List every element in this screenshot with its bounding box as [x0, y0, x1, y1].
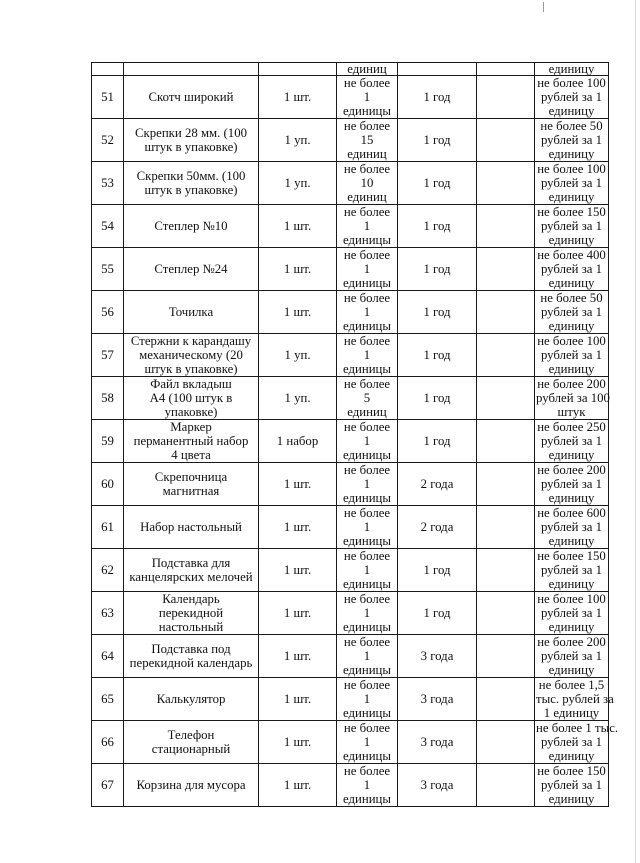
- item-price-line: рублей за 1: [540, 133, 603, 147]
- item-quantity-line: не более: [343, 162, 391, 176]
- item-quantity-line: единицы: [342, 104, 391, 118]
- item-price-line: не более 200: [537, 463, 606, 477]
- item-price-line: рублей за 1: [540, 348, 603, 362]
- item-period: 3 года: [398, 721, 477, 764]
- item-period: 2 года: [398, 506, 477, 549]
- row-number: 51: [92, 76, 124, 119]
- item-unit: 1 набор: [259, 420, 337, 463]
- item-note: [477, 764, 535, 807]
- item-name-line: Степлер №10: [154, 219, 228, 233]
- item-price-line: не более 150: [537, 549, 606, 563]
- item-quantity-line: единицы: [342, 706, 391, 720]
- item-unit: 1 шт.: [259, 463, 337, 506]
- item-quantity: [337, 592, 398, 635]
- item-name-line: 4 цвета: [171, 448, 211, 462]
- item-name: [124, 377, 259, 420]
- item-name-line: Корзина для мусора: [136, 778, 246, 792]
- row-number: 63: [92, 592, 124, 635]
- item-name: [124, 334, 259, 377]
- cont-cell-num: [92, 63, 124, 76]
- cont-cell-name: [124, 63, 259, 76]
- item-name: [124, 592, 259, 635]
- cont-cell-price: единицу: [535, 63, 609, 76]
- item-price-line: не более 1,5: [538, 678, 605, 692]
- table-row: [92, 377, 609, 420]
- table-row: [92, 463, 609, 506]
- item-name-line: настольный: [158, 620, 224, 634]
- table-row: [92, 721, 609, 764]
- item-period: 3 года: [398, 764, 477, 807]
- cont-cell-unit: [259, 63, 337, 76]
- item-name-line: Подставка для: [151, 556, 231, 570]
- item-quantity-line: не более: [343, 764, 391, 778]
- item-price: [535, 764, 609, 807]
- item-quantity-line: не более: [343, 205, 391, 219]
- item-price: [535, 635, 609, 678]
- item-price-line: единицу: [548, 663, 595, 677]
- item-period: 1 год: [398, 76, 477, 119]
- table-body: [92, 62, 619, 807]
- item-quantity-line: не более: [343, 334, 391, 348]
- item-period: 1 год: [398, 334, 477, 377]
- item-price-line: не более 400: [537, 248, 606, 262]
- item-note: [477, 463, 535, 506]
- item-quantity-line: 1: [363, 477, 371, 491]
- item-quantity-line: не более: [343, 721, 391, 735]
- item-note: [477, 334, 535, 377]
- item-quantity-line: 1: [363, 434, 371, 448]
- item-quantity-line: единицы: [342, 749, 391, 763]
- item-price-line: тыс. рублей за: [536, 692, 614, 706]
- item-price-line: единицу: [548, 233, 595, 247]
- item-name-line: магнитная: [162, 484, 220, 498]
- item-quantity-line: единицы: [342, 792, 391, 806]
- item-price: [535, 291, 609, 334]
- item-period: 1 год: [398, 119, 477, 162]
- item-quantity-line: единицы: [342, 577, 391, 591]
- item-price-line: рублей за 1: [540, 262, 603, 276]
- item-price: [535, 549, 609, 592]
- item-quantity-line: единиц: [347, 405, 387, 419]
- item-price-line: не более 50: [540, 119, 603, 133]
- item-unit: 1 уп.: [259, 377, 337, 420]
- item-name-line: Скрепочница: [154, 470, 228, 484]
- item-price-line: рублей за 1: [540, 477, 603, 491]
- item-quantity-line: не более: [343, 119, 391, 133]
- item-price-line: не более 250: [537, 420, 606, 434]
- item-price: [535, 420, 609, 463]
- table-row: [92, 162, 609, 205]
- item-quantity: [337, 248, 398, 291]
- item-quantity-line: единицы: [342, 233, 391, 247]
- item-price: [535, 678, 614, 721]
- item-price: [535, 377, 609, 420]
- item-quantity-line: 1: [363, 219, 371, 233]
- item-note: [477, 76, 535, 119]
- item-quantity-line: не более: [343, 420, 391, 434]
- item-name: [124, 291, 259, 334]
- item-name-line: штук в упаковке): [144, 140, 238, 154]
- item-quantity-line: 5: [363, 391, 371, 405]
- row-number: 65: [92, 678, 124, 721]
- row-number: 64: [92, 635, 124, 678]
- item-quantity-line: 1: [363, 305, 371, 319]
- item-name-line: Файл вкладыш: [150, 377, 232, 391]
- item-quantity-line: единиц: [347, 147, 387, 161]
- item-quantity: [337, 549, 398, 592]
- item-quantity-line: единицы: [342, 534, 391, 548]
- item-note: [477, 248, 535, 291]
- item-quantity: [337, 205, 398, 248]
- table-row: [92, 119, 609, 162]
- item-price-line: единицу: [548, 104, 595, 118]
- item-quantity: [337, 764, 398, 807]
- item-name: [124, 721, 259, 764]
- item-name: [124, 678, 259, 721]
- item-name: [124, 248, 259, 291]
- item-quantity: [337, 506, 398, 549]
- item-quantity-line: 10: [360, 176, 374, 190]
- item-period: 3 года: [398, 678, 477, 721]
- item-price: [535, 162, 609, 205]
- item-price-line: единицу: [548, 448, 595, 462]
- item-unit: 1 уп.: [259, 119, 337, 162]
- item-price-line: единицу: [548, 749, 595, 763]
- continuation-row: [92, 63, 609, 76]
- table-row: [92, 678, 609, 721]
- item-period: 2 года: [398, 463, 477, 506]
- item-unit: 1 шт.: [259, 506, 337, 549]
- row-number: 53: [92, 162, 124, 205]
- item-name: [124, 76, 259, 119]
- table-row: [92, 592, 609, 635]
- item-quantity: [337, 420, 398, 463]
- item-name-line: перекидной календарь: [129, 656, 253, 670]
- row-number: 52: [92, 119, 124, 162]
- cont-cell-period: [398, 63, 477, 76]
- item-period: 1 год: [398, 248, 477, 291]
- item-quantity-line: не более: [343, 248, 391, 262]
- scan-mark: [543, 2, 544, 12]
- item-price-line: единицу: [548, 362, 595, 376]
- item-price: [535, 334, 609, 377]
- item-period: 1 год: [398, 377, 477, 420]
- cont-cell-qty: единиц: [337, 63, 398, 76]
- table-row: [92, 635, 609, 678]
- item-quantity: [337, 635, 398, 678]
- item-price: [535, 76, 609, 119]
- item-price-line: рублей за 1: [540, 434, 603, 448]
- cont-cell-note: [477, 63, 535, 76]
- item-name-line: перекидной: [158, 606, 224, 620]
- item-unit: 1 шт.: [259, 635, 337, 678]
- item-name-line: Маркер: [170, 420, 212, 434]
- item-note: [477, 205, 535, 248]
- item-quantity-line: не более: [343, 377, 391, 391]
- item-price-line: штук: [557, 405, 586, 419]
- item-unit: 1 шт.: [259, 592, 337, 635]
- item-quantity-line: не более: [343, 506, 391, 520]
- row-number: 57: [92, 334, 124, 377]
- item-price-line: не более 600: [537, 506, 606, 520]
- item-note: [477, 506, 535, 549]
- item-price-line: рублей за 1: [540, 90, 603, 104]
- item-name: [124, 205, 259, 248]
- item-price-line: рублей за 1: [540, 520, 603, 534]
- item-period: 1 год: [398, 291, 477, 334]
- item-quantity-line: 1: [363, 778, 371, 792]
- item-price-line: рублей за 1: [540, 563, 603, 577]
- item-quantity: [337, 463, 398, 506]
- item-note: [477, 721, 535, 764]
- item-quantity-line: единицы: [342, 276, 391, 290]
- item-name: [124, 549, 259, 592]
- item-name-line: штук в упаковке): [144, 183, 238, 197]
- item-note: [477, 162, 535, 205]
- item-period: 1 год: [398, 420, 477, 463]
- item-quantity: [337, 334, 398, 377]
- item-quantity-line: единицы: [342, 448, 391, 462]
- item-price-line: рублей за 100: [536, 391, 610, 405]
- item-price: [535, 119, 609, 162]
- item-name: [124, 463, 259, 506]
- item-unit: 1 уп.: [259, 334, 337, 377]
- item-price-line: 1 единицу: [543, 706, 600, 720]
- table-row: [92, 205, 609, 248]
- item-quantity-line: не более: [343, 463, 391, 477]
- item-quantity-line: единиц: [347, 190, 387, 204]
- item-unit: 1 уп.: [259, 162, 337, 205]
- item-price-line: рублей за 1: [540, 649, 603, 663]
- item-price-line: единицу: [548, 534, 595, 548]
- item-price-line: не более 100: [537, 76, 606, 90]
- row-number: 60: [92, 463, 124, 506]
- item-name-line: Скрепки 50мм. (100: [136, 169, 246, 183]
- item-name-line: Скрепки 28 мм. (100: [135, 126, 247, 140]
- item-quantity-line: единицы: [342, 620, 391, 634]
- item-name-line: механическому (20: [139, 348, 243, 362]
- item-quantity-line: единицы: [342, 362, 391, 376]
- item-period: 1 год: [398, 549, 477, 592]
- item-name-line: Набор настольный: [140, 520, 242, 534]
- item-quantity-line: единицы: [342, 663, 391, 677]
- table-row: [92, 549, 609, 592]
- item-name: [124, 119, 259, 162]
- item-price-line: единицу: [548, 491, 595, 505]
- row-number: 67: [92, 764, 124, 807]
- item-price-line: рублей за 1: [540, 778, 603, 792]
- row-number: 54: [92, 205, 124, 248]
- item-note: [477, 119, 535, 162]
- item-price: [535, 592, 609, 635]
- item-quantity: [337, 377, 398, 420]
- item-quantity-line: 1: [363, 563, 371, 577]
- row-number: 66: [92, 721, 124, 764]
- item-price-line: не более 150: [537, 764, 606, 778]
- item-unit: 1 шт.: [259, 205, 337, 248]
- item-note: [477, 549, 535, 592]
- item-price-line: единицу: [548, 147, 595, 161]
- item-name-line: стационарный: [151, 742, 231, 756]
- item-name-line: Телефон: [167, 728, 215, 742]
- row-number: 55: [92, 248, 124, 291]
- item-price-line: единицу: [548, 792, 595, 806]
- table-row: [92, 764, 609, 807]
- item-quantity-line: 1: [363, 520, 371, 534]
- item-price-line: рублей за 1: [540, 219, 603, 233]
- item-quantity: [337, 291, 398, 334]
- item-name-line: Стержни к карандашу: [130, 334, 252, 348]
- item-name-line: Точилка: [168, 305, 214, 319]
- item-period: 3 года: [398, 635, 477, 678]
- item-quantity: [337, 119, 398, 162]
- item-unit: 1 шт.: [259, 549, 337, 592]
- row-number: 62: [92, 549, 124, 592]
- item-price: [535, 248, 609, 291]
- item-price-line: единицу: [548, 319, 595, 333]
- scan-edge-line: [635, 0, 636, 863]
- item-name-line: штук в упаковке): [144, 362, 238, 376]
- item-name-line: А4 (100 штук в: [149, 391, 233, 405]
- item-price-line: рублей за 1: [540, 606, 603, 620]
- item-quantity-line: не более: [343, 549, 391, 563]
- item-price: [535, 721, 619, 764]
- table-row: [92, 291, 609, 334]
- item-price: [535, 506, 609, 549]
- table-row: [92, 76, 609, 119]
- item-quantity: [337, 678, 398, 721]
- item-price: [535, 463, 609, 506]
- item-name-line: упаковке): [164, 405, 218, 419]
- item-note: [477, 420, 535, 463]
- item-quantity-line: не более: [343, 635, 391, 649]
- item-unit: 1 шт.: [259, 678, 337, 721]
- item-price-line: не более 100: [537, 334, 606, 348]
- item-name: [124, 635, 259, 678]
- table-row: [92, 248, 609, 291]
- item-quantity-line: не более: [343, 76, 391, 90]
- item-name-line: Подставка под: [151, 642, 231, 656]
- table-row: [92, 506, 609, 549]
- item-price-line: рублей за 1: [540, 735, 603, 749]
- item-name: [124, 162, 259, 205]
- item-unit: 1 шт.: [259, 764, 337, 807]
- item-quantity-line: 15: [360, 133, 374, 147]
- item-price-line: единицу: [548, 620, 595, 634]
- item-price-line: не более 150: [537, 205, 606, 219]
- item-period: 1 год: [398, 592, 477, 635]
- item-quantity-line: 1: [363, 90, 371, 104]
- item-quantity-line: 1: [363, 692, 371, 706]
- row-number: 58: [92, 377, 124, 420]
- item-quantity-line: 1: [363, 735, 371, 749]
- table-row: [92, 334, 609, 377]
- item-name: [124, 764, 259, 807]
- item-quantity-line: не более: [343, 678, 391, 692]
- item-note: [477, 377, 535, 420]
- item-period: 1 год: [398, 205, 477, 248]
- item-price-line: не более 50: [540, 291, 603, 305]
- item-unit: 1 шт.: [259, 291, 337, 334]
- item-price-line: не более 100: [537, 162, 606, 176]
- item-quantity-line: не более: [343, 592, 391, 606]
- item-note: [477, 291, 535, 334]
- item-quantity: [337, 76, 398, 119]
- item-price-line: не более 100: [537, 592, 606, 606]
- item-price-line: не более 1 тыс.: [536, 721, 619, 735]
- item-name-line: Календарь: [162, 592, 220, 606]
- item-note: [477, 635, 535, 678]
- item-price: [535, 205, 609, 248]
- item-period: 1 год: [398, 162, 477, 205]
- item-price-line: единицу: [548, 276, 595, 290]
- item-price-line: единицу: [548, 190, 595, 204]
- item-name: [124, 506, 259, 549]
- item-quantity-line: 1: [363, 348, 371, 362]
- table-row: [92, 420, 609, 463]
- item-name-line: Степлер №24: [154, 262, 228, 276]
- item-quantity-line: 1: [363, 262, 371, 276]
- item-name-line: Скотч широкий: [148, 90, 234, 104]
- item-quantity: [337, 721, 398, 764]
- item-quantity-line: 1: [363, 606, 371, 620]
- item-note: [477, 678, 535, 721]
- supplies-table: [91, 62, 619, 807]
- item-note: [477, 592, 535, 635]
- row-number: 56: [92, 291, 124, 334]
- item-price-line: единицу: [548, 577, 595, 591]
- item-quantity-line: единицы: [342, 319, 391, 333]
- item-quantity-line: 1: [363, 649, 371, 663]
- item-name-line: Калькулятор: [156, 692, 226, 706]
- item-price-line: рублей за 1: [540, 305, 603, 319]
- item-name: [124, 420, 259, 463]
- item-quantity: [337, 162, 398, 205]
- item-price-line: рублей за 1: [540, 176, 603, 190]
- item-unit: 1 шт.: [259, 248, 337, 291]
- item-unit: 1 шт.: [259, 721, 337, 764]
- item-price-line: не более 200: [537, 635, 606, 649]
- item-unit: 1 шт.: [259, 76, 337, 119]
- item-quantity-line: не более: [343, 291, 391, 305]
- row-number: 61: [92, 506, 124, 549]
- item-price-line: не более 200: [537, 377, 606, 391]
- row-number: 59: [92, 420, 124, 463]
- item-name-line: канцелярских мелочей: [129, 570, 253, 584]
- item-name-line: перманентный набор: [133, 434, 249, 448]
- item-quantity-line: единицы: [342, 491, 391, 505]
